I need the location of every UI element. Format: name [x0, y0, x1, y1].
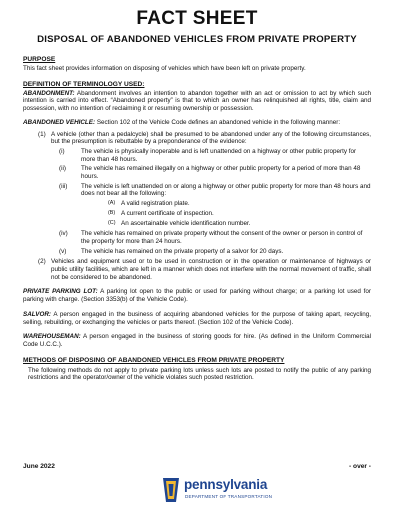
- abandoned-vehicle-definition: [23, 119, 371, 127]
- list-letter: (B): [108, 209, 116, 216]
- abandonment-definition: [23, 90, 371, 113]
- abandonment-text: Abandonment involves an intention to abandon together with an act or omission to act by which such intention is carried into effect. “Abandoned property” is that to which an owner has relinquished all rights, title, claim and possession, with no intention of reclaiming it or resuming ownership or possession.: [23, 89, 371, 113]
- list-item: [59, 165, 371, 180]
- page-subtitle: DISPOSAL OF ABANDONED VEHICLES FROM PRIVATE PROPERTY: [37, 34, 357, 45]
- list-item: [23, 220, 371, 228]
- logo-name: pennsylvania: [184, 477, 268, 492]
- definitions-heading: DEFINITION OF TERMINOLOGY USED:: [23, 80, 145, 88]
- subitem-list-2: [23, 230, 371, 255]
- page-footer: [23, 463, 371, 470]
- abandoned-vehicle-term: ABANDONED VEHICLE:: [23, 118, 96, 126]
- salvor-term: SALVOR:: [23, 310, 51, 318]
- list-number: (ii): [59, 165, 66, 173]
- list-item: [23, 210, 371, 218]
- penndot-logo: [161, 476, 281, 510]
- page-title: FACT SHEET: [136, 8, 258, 29]
- private-parking-lot-definition: [23, 288, 371, 303]
- list-item: [59, 230, 371, 245]
- keystone-icon: [161, 478, 181, 502]
- list-text: Vehicles and equipment used or to be used in construction or in the operation or maintenance of highways or public utility facilities, which are left in a manner which does not interfere with the normal movement of traffic, shall not be considered to be abandoned.: [51, 258, 371, 281]
- list-item: [59, 248, 371, 256]
- footer-over: - over -: [349, 463, 371, 470]
- abandonment-term: ABANDONMENT:: [23, 89, 75, 97]
- list-text: A valid registration plate.: [121, 200, 190, 208]
- list-letter: (C): [108, 219, 116, 226]
- list-number: (iii): [59, 182, 68, 190]
- list-number: (1): [38, 130, 46, 138]
- methods-heading: METHODS OF DISPOSING OF ABANDONED VEHICLES FROM PRIVATE PROPERTY: [23, 356, 285, 364]
- list-number: (v): [59, 247, 67, 255]
- list-item: [23, 258, 371, 281]
- list-text: An ascertainable vehicle identification number.: [121, 219, 251, 227]
- list-item: [59, 183, 371, 198]
- parking-lot-text: A parking lot open to the public or used for parking without charge; or a parking lot used for parking with charge. (Section 3353(b) of the Vehicle Code).: [23, 288, 371, 304]
- list-number: (iv): [59, 230, 68, 238]
- list-text: The vehicle has remained on private property without the consent of the owner or person in control of the property for more than 24 hours.: [81, 230, 363, 245]
- salvor-text: A person engaged in the business of acquiring abandoned vehicles for the purpose of taking apart, recycling, selling, rebuilding, or exchanging the vehicles or parts thereof. (Section 102 of the Vehicle Code).: [23, 310, 371, 326]
- list-text: A current certificate of inspection.: [121, 209, 214, 217]
- subitem-list: [23, 148, 371, 198]
- list-item: [23, 200, 371, 208]
- purpose-text: This fact sheet provides information on disposing of vehicles which have been left on private property.: [23, 65, 306, 72]
- list-item: [59, 148, 371, 163]
- list-text: A vehicle (other than a pedalcycle) shall be presumed to be abandoned under any of the following circumstances, but the presumption is rebuttable by a preponderance of the evidence:: [51, 130, 371, 146]
- warehouseman-text: A person engaged in the business of storing goods for hire. (As defined in the Uniform Commercial Code U.C.C.).: [23, 333, 371, 348]
- footer-date: June 2022: [23, 463, 55, 470]
- letter-list: [23, 200, 371, 227]
- list-text: The vehicle is physically inoperable and is left unattended on a highway or other public property for more than 48 hours.: [81, 147, 357, 163]
- list-item: [23, 131, 371, 146]
- salvor-definition: [23, 311, 371, 326]
- methods-text: The following methods do not apply to private parking lots unless such lots are posted to notify the public of any parking restrictions and the operator/owner of the vehicle violates such posted restriction.: [28, 366, 371, 382]
- list-text: The vehicle has remained illegally on a highway or other public property for a period of more than 48 hours.: [81, 165, 361, 181]
- purpose-heading: PURPOSE: [23, 56, 56, 63]
- list-text: The vehicle is left unattended on or along a highway or other public property for more than 48 hours and does not bear all the following:: [81, 182, 371, 198]
- warehouseman-definition: [23, 333, 371, 348]
- list-text: The vehicle has remained on the private property of a salvor for 20 days.: [81, 247, 284, 255]
- abandoned-vehicle-text: Section 102 of the Vehicle Code defines an abandoned vehicle in the following manner:: [95, 118, 341, 126]
- list-letter: (A): [108, 200, 116, 207]
- warehouseman-term: WAREHOUSEMAN:: [23, 333, 81, 341]
- logo-department: DEPARTMENT OF TRANSPORTATION: [185, 494, 273, 499]
- list-number: (2): [38, 258, 46, 266]
- list-number: (i): [59, 147, 65, 155]
- parking-lot-term: PRIVATE PARKING LOT:: [23, 288, 98, 296]
